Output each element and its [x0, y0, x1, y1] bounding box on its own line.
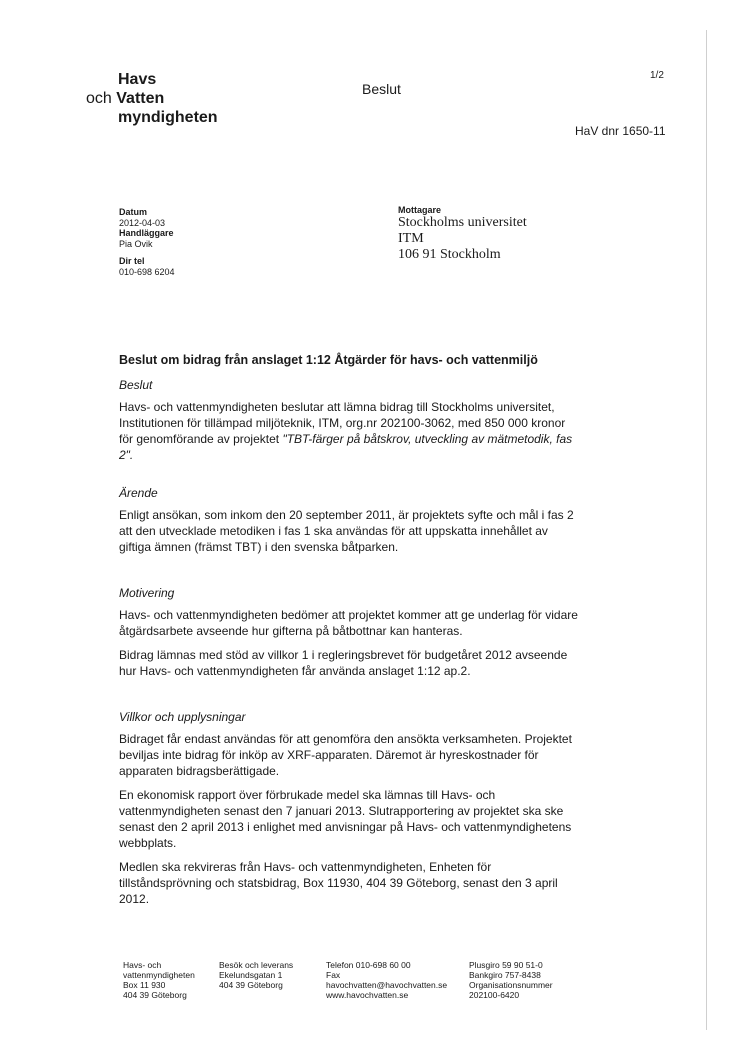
logo-line-3: myndigheten: [118, 109, 218, 126]
footer-line: 202100-6420: [469, 990, 520, 1000]
villkor-paragraph-2: En ekonomisk rapport över förbrukade medel ska lämnas till Havs- och vattenmyndigheten senast den 7 januari 2013. Slutrapportering av projektet ska ske senast den 2 april 2013 i enlighet med anvisningar på Havs- och vattenmyndighetens webbplats.: [119, 788, 572, 850]
section-beslut: [119, 377, 579, 463]
villkor-paragraph-3: Medlen ska rekvireras från Havs- och vattenmyndigheten, Enheten för tillståndsprövning och statsbidrag, Box 11930, 404 39 Göteborg, senast den 3 april 2012.: [119, 860, 558, 906]
recipient-label: Mottagare: [398, 205, 442, 215]
villkor-paragraph-1: Bidraget får endast användas för att genomföra den ansökta verksamheten. Projektet beviljas inte bidrag för inköp av XRF-apparaten. Däremot är hyreskostnader för apparaten bidragsberättigade.: [119, 732, 572, 778]
footer-line: Organisationsnummer: [469, 980, 553, 990]
footer-col-payment: [469, 960, 553, 1000]
agency-logo: [86, 70, 218, 127]
section-heading-villkor: Villkor och upplysningar: [119, 710, 246, 724]
phone-label: Dir tel: [119, 256, 145, 266]
logo-line-1: Havs: [118, 71, 157, 88]
logo-line-2: [86, 89, 218, 108]
document-meta: [119, 207, 175, 277]
recipient-line-3: 106 91 Stockholm: [398, 247, 501, 262]
recipient-line-1: Stockholms universitet: [398, 215, 527, 230]
document-type: Beslut: [362, 81, 401, 97]
arende-paragraph: Enligt ansökan, som inkom den 20 september 2011, är projektets syfte och mål i fas 2 att den utvecklade metodiken i fas 1 ska användas för att uppskatta innehållet av giftiga ämnen (främst TBT) i den svenska båtparken.: [119, 508, 574, 554]
reference-number: HaV dnr 1650-11: [575, 124, 666, 138]
footer-line: vattenmyndigheten: [123, 970, 195, 980]
project-name: "TBT-färger på båtskrov, utveckling av mätmetodik, fas 2".: [119, 432, 573, 462]
handler-label: Handläggare: [119, 228, 174, 238]
page-number: 1/2: [650, 70, 664, 81]
handler-value: Pia Ovik: [119, 238, 153, 249]
section-heading-arende: Ärende: [119, 486, 158, 500]
logo-prefix: och: [86, 90, 112, 107]
section-heading-motivering: Motivering: [119, 586, 175, 600]
decision-title: Beslut om bidrag från anslaget 1:12 Åtgärder för havs- och vattenmiljö: [119, 353, 538, 367]
footer-line: Ekelundsgatan 1: [219, 970, 283, 980]
footer-line: Telefon 010-698 60 00: [326, 960, 411, 970]
footer-col-visit: [219, 960, 293, 990]
date-value: 2012-04-03: [119, 217, 166, 228]
footer-col-address: [123, 960, 195, 1000]
section-heading-beslut: Beslut: [119, 378, 153, 392]
page-edge-line: [706, 30, 707, 1030]
beslut-paragraph: [119, 399, 579, 463]
footer-line: Box 11 930: [123, 980, 166, 990]
footer-line: Fax: [326, 970, 341, 980]
logo-word: Vatten: [116, 90, 165, 107]
footer-line: Plusgiro 59 90 51-0: [469, 960, 543, 970]
recipient-block: [398, 205, 527, 263]
motivering-paragraph-1: Havs- och vattenmyndigheten bedömer att projektet kommer att ge underlag för vidare åtgärdsarbete avseende hur gifterna på båtbottnar kan hanteras.: [119, 608, 578, 638]
letter-body: [119, 352, 579, 929]
footer-col-contact: [326, 960, 447, 1000]
footer-line: Besök och leverans: [219, 960, 294, 970]
footer-line: havochvatten@havochvatten.se: [326, 980, 448, 990]
footer-line: 404 39 Göteborg: [219, 980, 283, 990]
footer-line: Bankgiro 757-8438: [469, 970, 541, 980]
section-villkor: [119, 709, 579, 907]
footer-line: www.havochvatten.se: [326, 990, 409, 1000]
footer-line: Havs- och: [123, 960, 162, 970]
section-motivering: [119, 585, 579, 679]
phone-value: 010-698 6204: [119, 266, 175, 277]
motivering-paragraph-2: Bidrag lämnas med stöd av villkor 1 i regleringsbrevet för budgetåret 2012 avseende hur Havs- och vattenmyndigheten får använda anslaget 1:12 ap.2.: [119, 648, 568, 678]
recipient-line-2: ITM: [398, 231, 424, 246]
section-arende: [119, 485, 579, 555]
footer-line: 404 39 Göteborg: [123, 990, 187, 1000]
beslut-text: Havs- och vattenmyndigheten beslutar att lämna bidrag till Stockholms universitet, Institutionen för tillämpad miljöteknik, ITM, org.nr 202100-3062, med 850 000 kronor för genomförande av projektet: [119, 400, 566, 446]
date-label: Datum: [119, 207, 148, 217]
